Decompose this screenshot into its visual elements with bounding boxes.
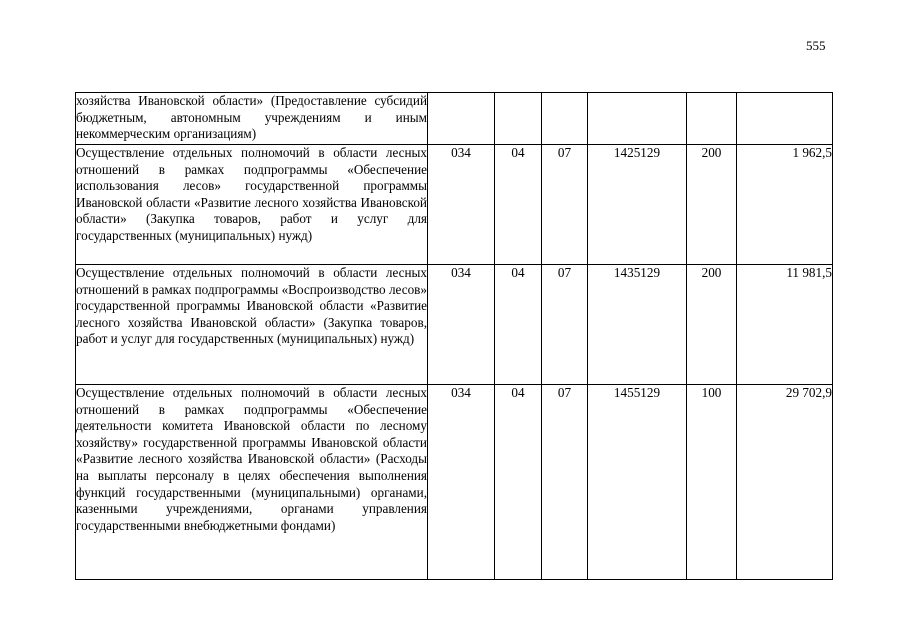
ministry-code: 034: [428, 145, 495, 265]
expense-type-code: [687, 93, 737, 145]
amount-value: [737, 93, 833, 145]
subsection-code: [542, 93, 588, 145]
budget-table: [75, 92, 833, 580]
target-article-code: [588, 93, 687, 145]
subsection-code: 07: [542, 265, 588, 385]
section-code: 04: [495, 265, 542, 385]
table-row: [76, 93, 833, 145]
target-article-code: 1435129: [588, 265, 687, 385]
row-description: Осуществление отдельных полномочий в области лесных отношений в рамках подпрограммы «Обеспечение деятельности комитета Ивановской области по лесному хозяйству» государственной программы Ивановской области «Развитие лесного хозяйства Ивановской области» (Расходы на выплаты персоналу в целях обеспечения выполнения функций государственными (муниципальными) органами, казенными учреждениями, органами управления государственными внебюджетными фондами): [76, 385, 428, 580]
subsection-code: 07: [542, 145, 588, 265]
row-description: хозяйства Ивановской области» (Предоставление субсидий бюджетным, автономным учреждениям и иным некоммерческим организациям): [76, 93, 428, 145]
ministry-code: 034: [428, 265, 495, 385]
ministry-code: [428, 93, 495, 145]
row-description: Осуществление отдельных полномочий в области лесных отношений в рамках подпрограммы «Обеспечение использования лесов» государственной программы Ивановской области «Развитие лесного хозяйства Ивановской области» (Закупка товаров, работ и услуг для государственных (муниципальных) нужд): [76, 145, 428, 265]
amount-value: 11 981,5: [737, 265, 833, 385]
expense-type-code: 200: [687, 265, 737, 385]
expense-type-code: 200: [687, 145, 737, 265]
section-code: 04: [495, 145, 542, 265]
target-article-code: 1425129: [588, 145, 687, 265]
section-code: [495, 93, 542, 145]
page-number: 555: [806, 38, 826, 53]
amount-value: 1 962,5: [737, 145, 833, 265]
table-row: [76, 265, 833, 385]
section-code: 04: [495, 385, 542, 580]
expense-type-code: 100: [687, 385, 737, 580]
row-description: Осуществление отдельных полномочий в области лесных отношений в рамках подпрограммы «Воспроизводство лесов» государственной программы Ивановской области «Развитие лесного хозяйства Ивановской области» (Закупка товаров, работ и услуг для государственных (муниципальных) нужд): [76, 265, 428, 385]
subsection-code: 07: [542, 385, 588, 580]
amount-value: 29 702,9: [737, 385, 833, 580]
table-row: [76, 145, 833, 265]
ministry-code: 034: [428, 385, 495, 580]
target-article-code: 1455129: [588, 385, 687, 580]
table-row: [76, 385, 833, 580]
